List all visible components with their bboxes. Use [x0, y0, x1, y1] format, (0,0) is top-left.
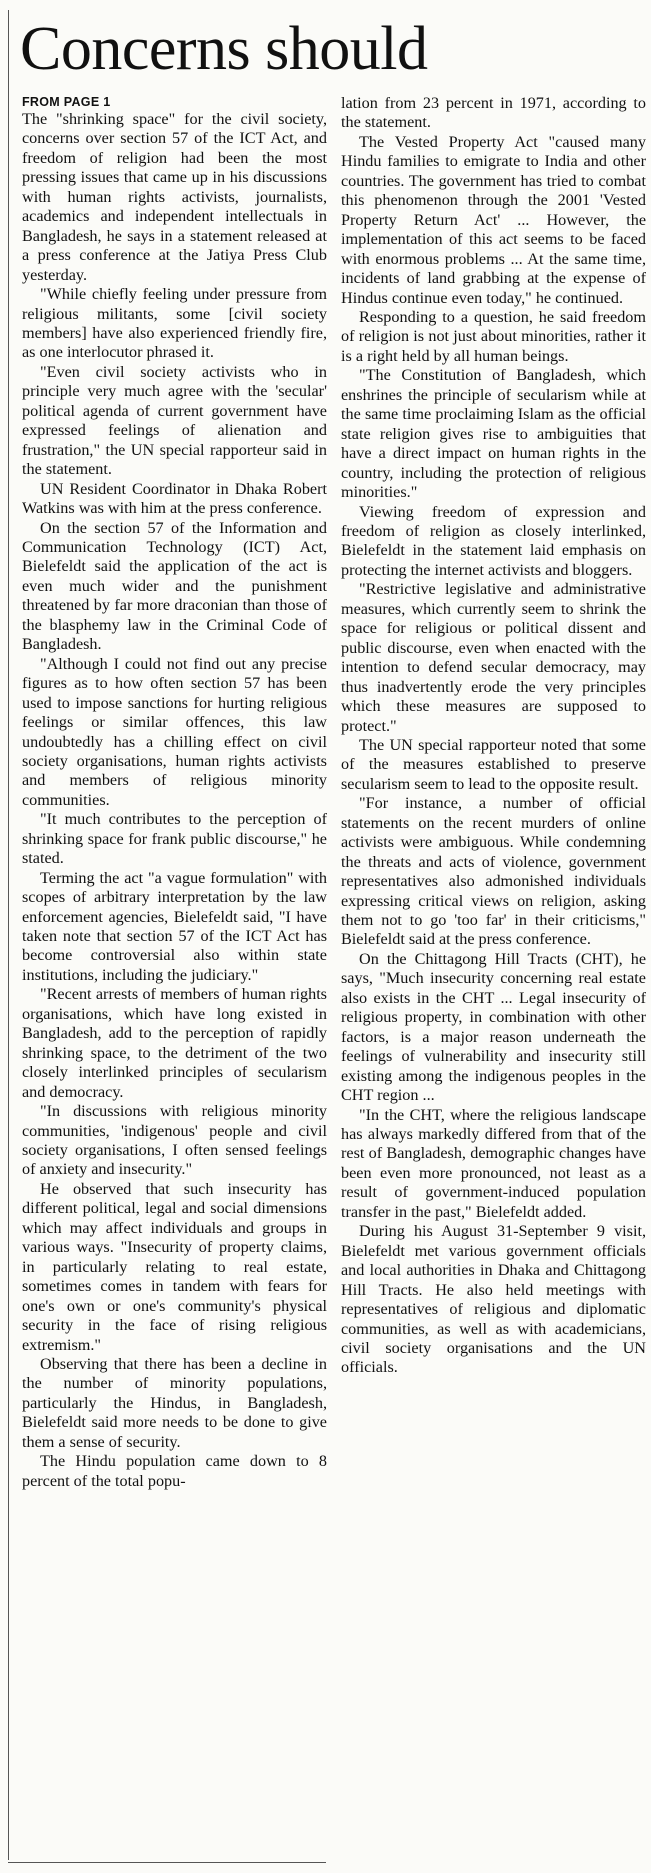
paragraph: On the Chittagong Hill Tracts (CHT), he says, "Much insecurity concerning real estate also exists in the CHT ... Legal insecurity of religious property, in combination with other factors, is a major reason underneath the feelings of vulnerability and insecurity still existing among the indigenous peoples in the CHT region ... — [341, 949, 646, 1105]
paragraph: "Even civil society activists who in principle very much agree with the 'secular' political agenda of current government have expressed feelings of alienation and frustration," the UN special rapporteur said in the statement. — [22, 362, 327, 479]
paragraph: On the section 57 of the Information and Communication Technology (ICT) Act, Bielefeldt said the application of the act is even much wider and the punishment threatened by far more draconian than those of the blasphemy law in the Criminal Code of Bangladesh. — [22, 518, 327, 654]
paragraph: "For instance, a number of official statements on the recent murders of online activists were ambiguous. While condemning the threats and acts of violence, government representatives also admonished individuals expressing critical views on religion, asking them not to go 'too far' in their criticisms," Bielefeldt said at the press conference. — [341, 794, 646, 949]
article-column-1 — [22, 94, 327, 1859]
paragraph: He observed that such insecurity has different political, legal and social dimensions which may affect individuals and groups in various ways. "Insecurity of property claims, in particularly relating to real estate, sometimes comes in tandem with fears for one's own or one's community's physical security in the face of rising religious extremism." — [22, 1179, 327, 1354]
column-rule-bottom — [8, 1862, 326, 1863]
paragraph: "The Constitution of Bangladesh, which enshrines the principle of secularism while at the same time proclaiming Islam as the official state religion gives rise to ambiguities that have a direct impact on human rights in the country, including the protection of religious minorities." — [341, 366, 646, 502]
paragraph: UN Resident Coordinator in Dhaka Robert Watkins was with him at the press conference. — [22, 479, 327, 518]
kicker: FROM PAGE 1 — [22, 95, 111, 109]
paragraph: "It much contributes to the perception of shrinking space for frank public discourse," he stated. — [22, 810, 327, 868]
paragraph: "Restrictive legislative and administrative measures, which currently seem to shrink the space for religious or political dissent and public discourse, even when enacted with the intention to defend secular democracy, may thus inadvertently erode the very principles which these measures are supposed to protect." — [341, 580, 646, 735]
article-column-2 — [341, 94, 646, 1834]
paragraph: The UN special rapporteur noted that some of the measures established to preserve secularism seem to lead to the opposite result. — [341, 735, 646, 793]
paragraph: "In the CHT, where the religious landscape has always markedly differed from that of the rest of Bangladesh, demographic changes have been even more pronounced, not least as a result of government-induced population transfer in the past," Bielefeldt added. — [341, 1105, 646, 1221]
paragraph: "While chiefly feeling under pressure from religious militants, some [civil society members] have also experienced friendly fire, as one interlocutor phrased it. — [22, 285, 327, 362]
paragraph: During his August 31-September 9 visit, Bielefeldt met various government officials and local authorities in Dhaka and Chittagong Hill Tracts. He also held meetings with representatives of religious and diplomatic communities, as well as with academicians, civil society organisations and the UN officials. — [341, 1222, 646, 1377]
paragraph: The Vested Property Act "caused many Hindu families to emigrate to India and other countries. The government has tried to combat this phenomenon through the 2001 'Vested Property Return Act' ... However, the implementation of this act seems to be faced with enormous problems ... At the same time, incidents of land grabbing at the expense of Hindus continue even today," he continued. — [341, 132, 646, 307]
paragraph: "In discussions with religious minority communities, 'indigenous' people and civil society organisations, I often sensed feelings of anxiety and insecurity." — [22, 1102, 327, 1179]
paragraph: The "shrinking space" for the civil society, concerns over section 57 of the ICT Act, and freedom of religion had been the most pressing issues that came up in his discussions with human rights activists, journalists, academics and independent intellectuals in Bangladesh, he says in a statement released at a press conference at the Jatiya Press Club yesterday. — [22, 110, 327, 284]
paragraph: "Although I could not find out any precise figures as to how often section 57 has been used to impose sanctions for hurting religious feelings or similar offences, this law undoubtedly has a chilling effect on civil society organisations, human rights activists and members of religious minority communities. — [22, 654, 327, 809]
headline: Concerns should — [20, 15, 428, 83]
paragraph: The Hindu population came down to 8 percent of the total popu- — [22, 1452, 327, 1490]
paragraph: Terming the act "a vague formulation" with scopes of arbitrary interpretation by the law enforcement agencies, Bielefeldt said, "I have taken note that section 57 of the ICT Act has become controversial also within state institutions, including the judiciary." — [22, 868, 327, 984]
paragraph-continuation: lation from 23 percent in 1971, according to the statement. — [341, 94, 646, 132]
paragraph: Responding to a question, he said freedom of religion is not just about minorities, rather it is a right held by all human beings. — [341, 307, 646, 365]
paragraph: "Recent arrests of members of human rights organisations, which have long existed in Bangladesh, add to the perception of rapidly shrinking space, to the detriment of the two closely interlinked principles of secularism and democracy. — [22, 985, 327, 1101]
paragraph: Observing that there has been a decline in the number of minority populations, particularly the Hindus, in Bangladesh, Bielefeldt said more needs to be done to give them a sense of security. — [22, 1355, 327, 1451]
column-rule-left — [8, 10, 9, 1860]
paragraph: Viewing freedom of expression and freedom of religion as closely interlinked, Bielefeldt in the statement laid emphasis on protecting the internet activists and bloggers. — [341, 502, 646, 579]
